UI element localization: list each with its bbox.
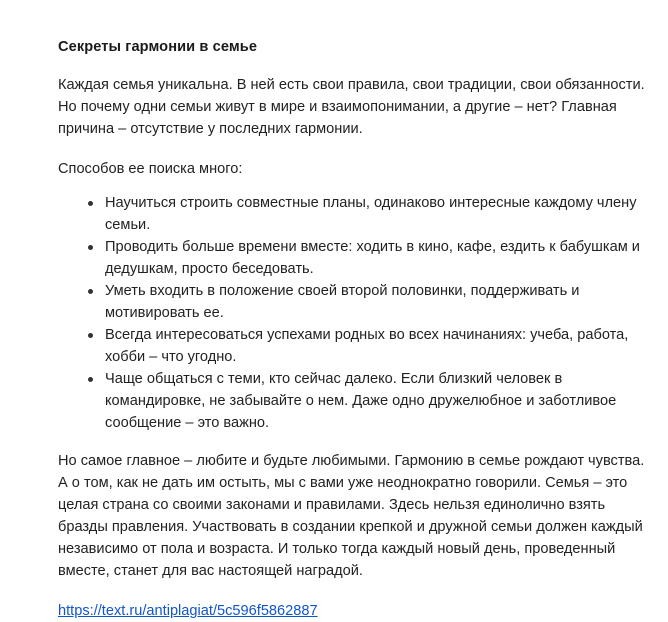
intro-paragraph: Каждая семья уникальна. В ней есть свои правила, свои традиции, свои обязанности. Но почему одни семьи живут в мире и взаимопонимании, а другие – нет? Главная причина – отсутствие у последних гармонии.	[58, 77, 645, 137]
list-item-text: Научиться строить совместные планы, одинаково интересные каждому члену семьи.	[105, 195, 637, 233]
source-link-line	[58, 600, 655, 622]
antiplagiat-link[interactable]: https://text.ru/antiplagiat/5c596f5862887	[58, 603, 318, 619]
page-title: Секреты гармонии в семье	[58, 39, 258, 55]
list-item	[58, 236, 655, 280]
closing-paragraph: Но самое главное – любите и будьте любимыми. Гармонию в семье рождают чувства. А о том, как не дать им остыть, мы с вами уже неоднократно говорили. Семья – это целая страна со своими законами и правилами. Здесь нельзя единолично взять бразды правления. Участвовать в создании крепкой и дружной семьи должен каждый независимо от пола и возраста. И только тогда каждый новый день, проведенный вместе, станет для вас настоящей наградой.	[58, 453, 645, 579]
list-item	[58, 192, 655, 236]
list-item-text: Всегда интересоваться успехами родных во всех начинаниях: учеба, работа, хобби – что угодно.	[105, 327, 629, 365]
list-item	[58, 368, 655, 434]
tips-bullet-list	[58, 192, 655, 434]
list-item	[58, 280, 655, 324]
list-item-text: Чаще общаться с теми, кто сейчас далеко. Если близкий человек в командировке, не забывайте о нем. Даже одно дружелюбное и заботливое сообщение – это важно.	[105, 371, 617, 431]
list-item-text: Уметь входить в положение своей второй половинки, поддерживать и мотивировать ее.	[105, 283, 580, 321]
list-item-text: Проводить больше времени вместе: ходить в кино, кафе, ездить к бабушкам и дедушкам, просто беседовать.	[105, 239, 640, 277]
list-item	[58, 324, 655, 368]
lead-in-paragraph: Способов ее поиска много:	[58, 161, 243, 177]
